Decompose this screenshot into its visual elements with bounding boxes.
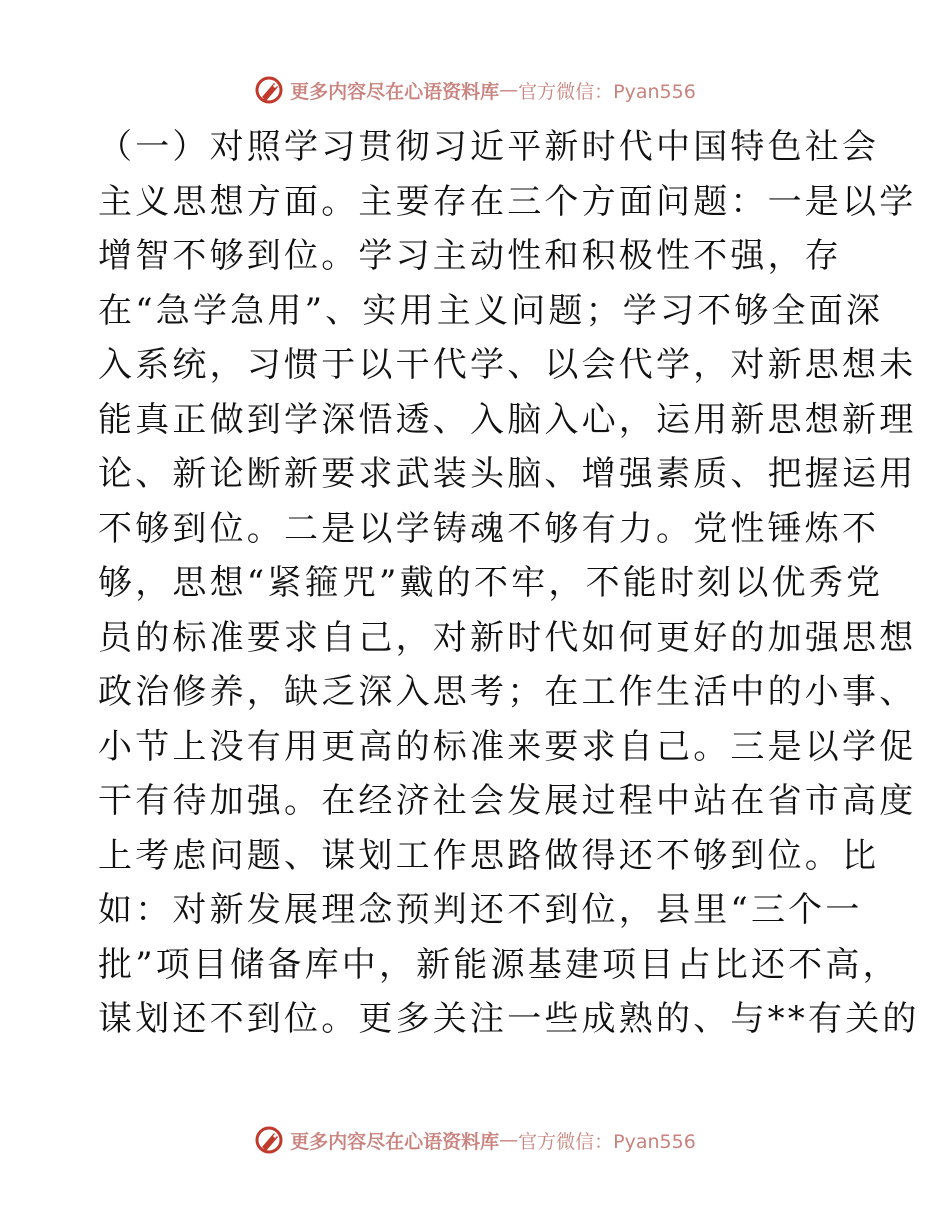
body-line: 够，思想“紧箍咒”戴的不牢，不能时刻以优秀党 xyxy=(98,563,884,603)
body-line: 在“急学急用”、实用主义问题；学习不够全面深 xyxy=(98,290,884,331)
body-line: 如：对新发展理念预判还不到位，县里“三个一 xyxy=(98,890,863,930)
banner-wechat-text: 官方微信：Pyan556 xyxy=(518,1130,696,1153)
body-line: 小节上没有用更高的标准来要求自己。三是以学促 xyxy=(98,726,917,767)
pen-nib-logo-icon xyxy=(254,1125,284,1155)
body-line: 论、新论断新要求武装头脑、增强素质、把握运用 xyxy=(98,454,917,494)
pen-nib-logo-icon xyxy=(254,75,284,105)
body-line: 谋划还不到位。更多关注一些成熟的、与**有关的 xyxy=(98,999,920,1039)
body-line: （一）对照学习贯彻习近平新时代中国特色社会 xyxy=(98,127,880,167)
document-body xyxy=(98,120,920,1047)
body-line: 上考虑问题、谋划工作思路做得还不够到位。比 xyxy=(98,835,880,876)
body-line: 能真正做到学深悟透、入脑入心，运用新思想新理 xyxy=(98,399,917,440)
body-line: 政治修养，缺乏深入思考；在工作生活中的小事、 xyxy=(98,672,917,712)
body-line: 增智不够到位。学习主动性和积极性不强，存 xyxy=(98,236,842,276)
banner-separator: — xyxy=(499,1129,519,1151)
banner-separator: — xyxy=(499,79,519,101)
body-line: 干有待加强。在经济社会发展过程中站在省市高度 xyxy=(98,781,917,821)
banner-wechat-text: 官方微信：Pyan556 xyxy=(518,80,696,103)
body-line: 入系统，习惯于以干代学、以会代学，对新思想未 xyxy=(98,345,917,385)
body-line: 主义思想方面。主要存在三个方面问题：一是以学 xyxy=(98,181,917,222)
header-banner xyxy=(0,70,950,110)
body-line: 批”项目储备库中，新能源基建项目占比还不高， xyxy=(98,944,900,985)
banner-site-text: 更多内容尽在心语资料库 xyxy=(290,1130,500,1153)
banner-site-text: 更多内容尽在心语资料库 xyxy=(290,80,500,103)
body-line: 不够到位。二是以学铸魂不够有力。党性锤炼不 xyxy=(98,508,880,549)
body-line: 员的标准要求自己，对新时代如何更好的加强思想 xyxy=(98,617,917,658)
footer-banner xyxy=(0,1120,950,1160)
